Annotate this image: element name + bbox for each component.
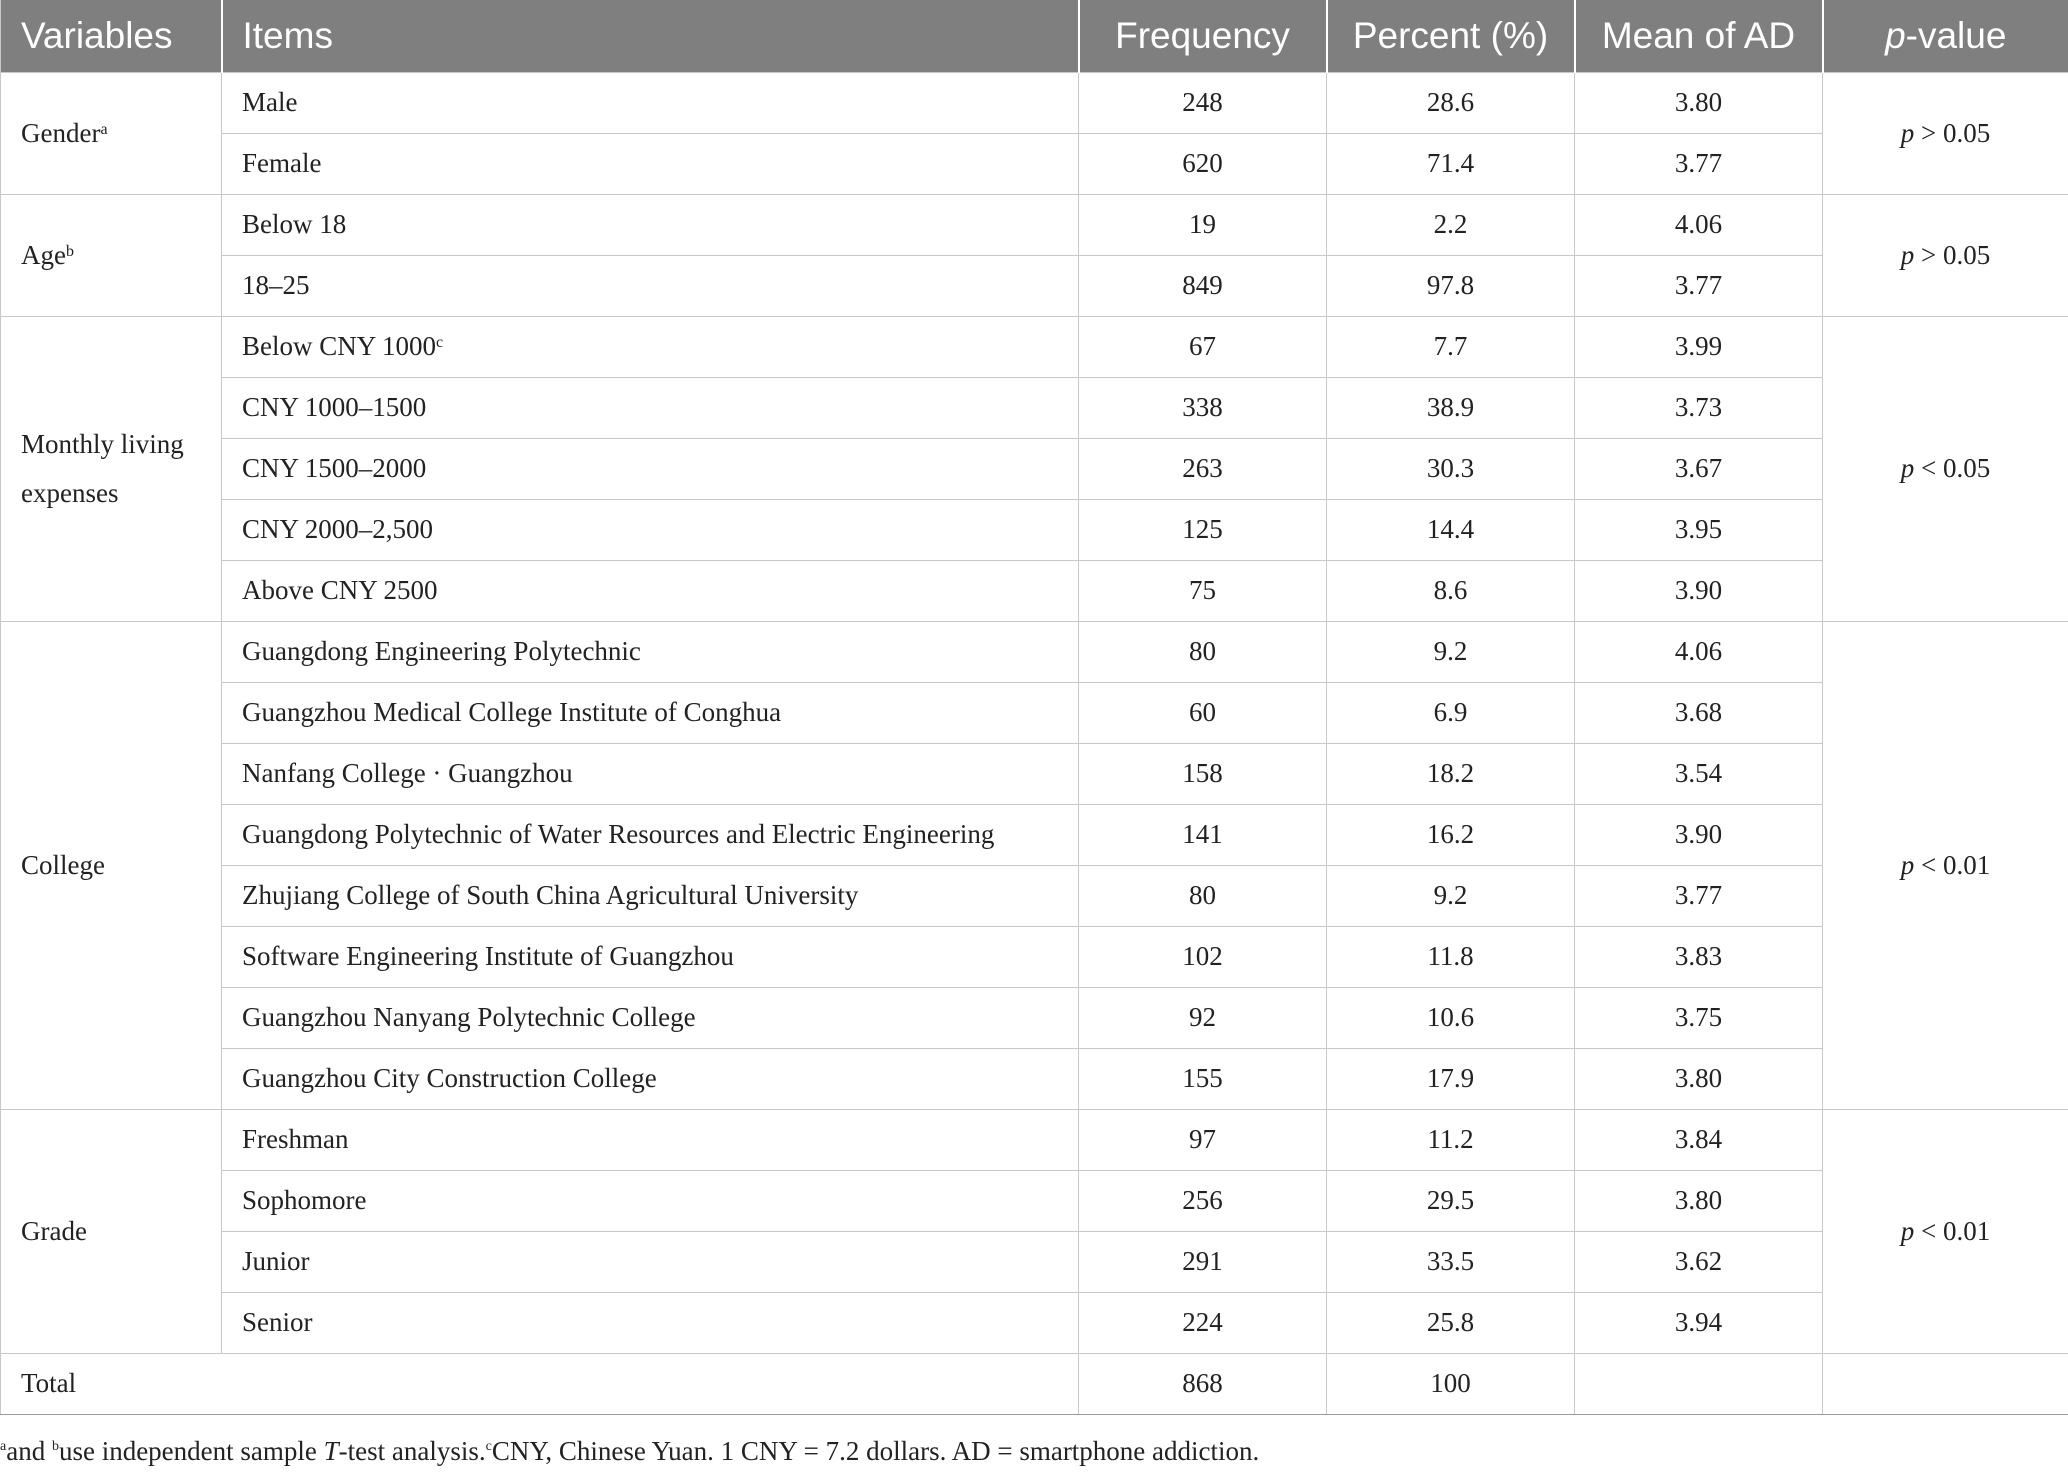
mean-cell: 4.06 bbox=[1575, 194, 1823, 255]
frequency-cell: 248 bbox=[1079, 72, 1327, 133]
mean-cell: 4.06 bbox=[1575, 621, 1823, 682]
header-row bbox=[1, 0, 2068, 72]
item-label: CNY 1500–2000 bbox=[242, 453, 427, 483]
footnote-text-3: -test analysis. bbox=[338, 1436, 486, 1466]
item-label: Guangdong Engineering Polytechnic bbox=[242, 636, 641, 666]
item-label: Senior bbox=[242, 1307, 313, 1337]
p-value-italic: p bbox=[1900, 453, 1915, 483]
frequency-cell: 224 bbox=[1079, 1292, 1327, 1353]
table-row bbox=[1, 1170, 2068, 1231]
mean-cell: 3.95 bbox=[1575, 499, 1823, 560]
percent-cell: 38.9 bbox=[1327, 377, 1575, 438]
item-cell bbox=[222, 499, 1079, 560]
footnote-sup-a: a bbox=[0, 1439, 7, 1454]
percent-cell: 17.9 bbox=[1327, 1048, 1575, 1109]
frequency-cell: 60 bbox=[1079, 682, 1327, 743]
frequency-cell: 75 bbox=[1079, 560, 1327, 621]
header-percent: Percent (%) bbox=[1327, 0, 1575, 72]
item-cell bbox=[222, 804, 1079, 865]
table-row bbox=[1, 1109, 2068, 1170]
p-value-cell bbox=[1823, 316, 2068, 621]
item-label: Sophomore bbox=[242, 1185, 367, 1215]
frequency-cell: 263 bbox=[1079, 438, 1327, 499]
mean-cell: 3.77 bbox=[1575, 865, 1823, 926]
frequency-cell: 19 bbox=[1079, 194, 1327, 255]
frequency-cell: 620 bbox=[1079, 133, 1327, 194]
item-label: Guangzhou Medical College Institute of Conghua bbox=[242, 697, 782, 727]
percent-cell: 9.2 bbox=[1327, 621, 1575, 682]
p-value-cell bbox=[1823, 194, 2068, 316]
table-row bbox=[1, 255, 2068, 316]
item-label: Zhujiang College of South China Agricultural University bbox=[242, 880, 859, 910]
frequency-cell: 338 bbox=[1079, 377, 1327, 438]
table-row bbox=[1, 72, 2068, 133]
frequency-cell: 125 bbox=[1079, 499, 1327, 560]
variable-label: Monthly living expenses bbox=[21, 428, 184, 508]
item-cell bbox=[222, 1048, 1079, 1109]
mean-cell: 3.99 bbox=[1575, 316, 1823, 377]
p-value-italic: p bbox=[1900, 1215, 1915, 1246]
frequency-cell: 80 bbox=[1079, 865, 1327, 926]
percent-cell: 10.6 bbox=[1327, 987, 1575, 1048]
variable-label: Gender bbox=[21, 117, 101, 148]
footnote-sup-c: c bbox=[485, 1439, 492, 1454]
frequency-cell: 92 bbox=[1079, 987, 1327, 1048]
percent-cell: 14.4 bbox=[1327, 499, 1575, 560]
mean-cell: 3.80 bbox=[1575, 1170, 1823, 1231]
total-row bbox=[1, 1353, 2068, 1414]
total-frequency: 868 bbox=[1079, 1353, 1327, 1414]
p-value-italic: p bbox=[1900, 239, 1915, 270]
percent-cell: 25.8 bbox=[1327, 1292, 1575, 1353]
footnote-text-2: use independent sample bbox=[58, 1436, 324, 1466]
p-value-comparison: < 0.05 bbox=[1914, 453, 1991, 483]
item-label: Above CNY 2500 bbox=[242, 575, 438, 605]
p-value-comparison: < 0.01 bbox=[1914, 1215, 1991, 1246]
p-value-italic: p bbox=[1900, 117, 1915, 148]
item-cell bbox=[222, 865, 1079, 926]
variable-cell bbox=[1, 194, 222, 316]
item-label: CNY 2000–2,500 bbox=[242, 514, 434, 544]
mean-cell: 3.62 bbox=[1575, 1231, 1823, 1292]
item-cell bbox=[222, 926, 1079, 987]
frequency-cell: 80 bbox=[1079, 621, 1327, 682]
item-sup: c bbox=[436, 334, 444, 351]
item-cell bbox=[222, 377, 1079, 438]
percent-cell: 2.2 bbox=[1327, 194, 1575, 255]
total-mean bbox=[1575, 1353, 1823, 1414]
item-cell bbox=[222, 133, 1079, 194]
mean-cell: 3.77 bbox=[1575, 133, 1823, 194]
item-label: Below 18 bbox=[242, 209, 347, 239]
header-items: Items bbox=[222, 0, 1079, 72]
table-footnote bbox=[0, 1436, 1259, 1467]
mean-cell: 3.94 bbox=[1575, 1292, 1823, 1353]
item-cell bbox=[222, 255, 1079, 316]
table-row bbox=[1, 377, 2068, 438]
item-cell bbox=[222, 743, 1079, 804]
header-p-value bbox=[1823, 0, 2068, 72]
footnote-t-italic: T bbox=[323, 1436, 339, 1466]
table-body bbox=[1, 72, 2068, 1414]
frequency-cell: 256 bbox=[1079, 1170, 1327, 1231]
percent-cell: 8.6 bbox=[1327, 560, 1575, 621]
variable-sup: b bbox=[65, 242, 74, 260]
percent-cell: 28.6 bbox=[1327, 72, 1575, 133]
item-cell bbox=[222, 1231, 1079, 1292]
item-cell bbox=[222, 1109, 1079, 1170]
item-label: CNY 1000–1500 bbox=[242, 392, 427, 422]
mean-cell: 3.90 bbox=[1575, 560, 1823, 621]
table-row bbox=[1, 926, 2068, 987]
footnote-sup-b: b bbox=[51, 1439, 59, 1454]
total-percent: 100 bbox=[1327, 1353, 1575, 1414]
table-row bbox=[1, 1292, 2068, 1353]
percent-cell: 9.2 bbox=[1327, 865, 1575, 926]
table-row bbox=[1, 1231, 2068, 1292]
item-label: Female bbox=[242, 148, 322, 178]
item-cell bbox=[222, 194, 1079, 255]
item-label: Guangdong Polytechnic of Water Resources and Electric Engineering bbox=[242, 819, 995, 849]
variable-label: Age bbox=[21, 239, 66, 270]
item-label: Male bbox=[242, 87, 298, 117]
item-cell bbox=[222, 987, 1079, 1048]
mean-cell: 3.54 bbox=[1575, 743, 1823, 804]
percent-cell: 18.2 bbox=[1327, 743, 1575, 804]
table-row bbox=[1, 316, 2068, 377]
p-value-comparison: < 0.01 bbox=[1914, 849, 1991, 880]
table-row bbox=[1, 499, 2068, 560]
table-row bbox=[1, 865, 2068, 926]
item-label: Guangzhou City Construction College bbox=[242, 1063, 657, 1093]
item-label: Below CNY 1000 bbox=[242, 331, 436, 361]
mean-cell: 3.77 bbox=[1575, 255, 1823, 316]
table-row bbox=[1, 438, 2068, 499]
table-row bbox=[1, 194, 2068, 255]
item-cell bbox=[222, 316, 1079, 377]
item-cell bbox=[222, 72, 1079, 133]
footnote-text-1: and bbox=[6, 1436, 52, 1466]
mean-cell: 3.67 bbox=[1575, 438, 1823, 499]
item-cell bbox=[222, 682, 1079, 743]
mean-cell: 3.80 bbox=[1575, 1048, 1823, 1109]
percent-cell: 30.3 bbox=[1327, 438, 1575, 499]
footnote-text-4: CNY, Chinese Yuan. 1 CNY = 7.2 dollars. AD = smartphone addiction. bbox=[491, 1436, 1260, 1466]
item-cell bbox=[222, 1292, 1079, 1353]
frequency-cell: 97 bbox=[1079, 1109, 1327, 1170]
header-p-italic: p bbox=[1885, 14, 1906, 56]
mean-cell: 3.84 bbox=[1575, 1109, 1823, 1170]
item-label: Guangzhou Nanyang Polytechnic College bbox=[242, 1002, 696, 1032]
item-cell bbox=[222, 438, 1079, 499]
header-variables: Variables bbox=[1, 0, 222, 72]
percent-cell: 16.2 bbox=[1327, 804, 1575, 865]
p-value-cell bbox=[1823, 1109, 2068, 1353]
item-label: Software Engineering Institute of Guangzhou bbox=[242, 941, 734, 971]
frequency-cell: 141 bbox=[1079, 804, 1327, 865]
variable-sup: a bbox=[100, 120, 108, 138]
p-value-italic: p bbox=[1900, 849, 1915, 880]
table-row bbox=[1, 804, 2068, 865]
p-value-comparison: > 0.05 bbox=[1914, 239, 1991, 270]
header-p-rest: -value bbox=[1905, 14, 2007, 56]
item-label: Junior bbox=[242, 1246, 310, 1276]
mean-cell: 3.73 bbox=[1575, 377, 1823, 438]
item-cell bbox=[222, 1170, 1079, 1231]
total-p-value bbox=[1823, 1353, 2068, 1414]
item-cell bbox=[222, 621, 1079, 682]
header-mean: Mean of AD bbox=[1575, 0, 1823, 72]
table-row bbox=[1, 743, 2068, 804]
percent-cell: 97.8 bbox=[1327, 255, 1575, 316]
table-row bbox=[1, 987, 2068, 1048]
header-frequency: Frequency bbox=[1079, 0, 1327, 72]
item-label: Nanfang College · Guangzhou bbox=[242, 758, 573, 788]
mean-cell: 3.83 bbox=[1575, 926, 1823, 987]
p-value-cell bbox=[1823, 72, 2068, 194]
variable-cell bbox=[1, 316, 222, 621]
table-row bbox=[1, 621, 2068, 682]
table-row bbox=[1, 560, 2068, 621]
total-label: Total bbox=[1, 1353, 1079, 1414]
frequency-cell: 155 bbox=[1079, 1048, 1327, 1109]
frequency-cell: 67 bbox=[1079, 316, 1327, 377]
variable-cell bbox=[1, 1109, 222, 1353]
frequency-cell: 158 bbox=[1079, 743, 1327, 804]
mean-cell: 3.68 bbox=[1575, 682, 1823, 743]
p-value-comparison: > 0.05 bbox=[1914, 117, 1991, 148]
frequency-cell: 849 bbox=[1079, 255, 1327, 316]
variable-cell bbox=[1, 621, 222, 1109]
percent-cell: 11.8 bbox=[1327, 926, 1575, 987]
item-label: Freshman bbox=[242, 1124, 349, 1154]
percent-cell: 29.5 bbox=[1327, 1170, 1575, 1231]
mean-cell: 3.80 bbox=[1575, 72, 1823, 133]
frequency-cell: 102 bbox=[1079, 926, 1327, 987]
percent-cell: 71.4 bbox=[1327, 133, 1575, 194]
mean-cell: 3.90 bbox=[1575, 804, 1823, 865]
variable-label: Grade bbox=[21, 1215, 87, 1246]
percent-cell: 7.7 bbox=[1327, 316, 1575, 377]
variable-cell bbox=[1, 72, 222, 194]
item-label: 18–25 bbox=[242, 270, 310, 300]
item-cell bbox=[222, 560, 1079, 621]
percent-cell: 33.5 bbox=[1327, 1231, 1575, 1292]
percent-cell: 11.2 bbox=[1327, 1109, 1575, 1170]
mean-cell: 3.75 bbox=[1575, 987, 1823, 1048]
table-row bbox=[1, 1048, 2068, 1109]
variable-label: College bbox=[21, 849, 105, 880]
p-value-cell bbox=[1823, 621, 2068, 1109]
frequency-cell: 291 bbox=[1079, 1231, 1327, 1292]
table-row bbox=[1, 133, 2068, 194]
table-row bbox=[1, 682, 2068, 743]
percent-cell: 6.9 bbox=[1327, 682, 1575, 743]
table-header bbox=[1, 0, 2068, 72]
